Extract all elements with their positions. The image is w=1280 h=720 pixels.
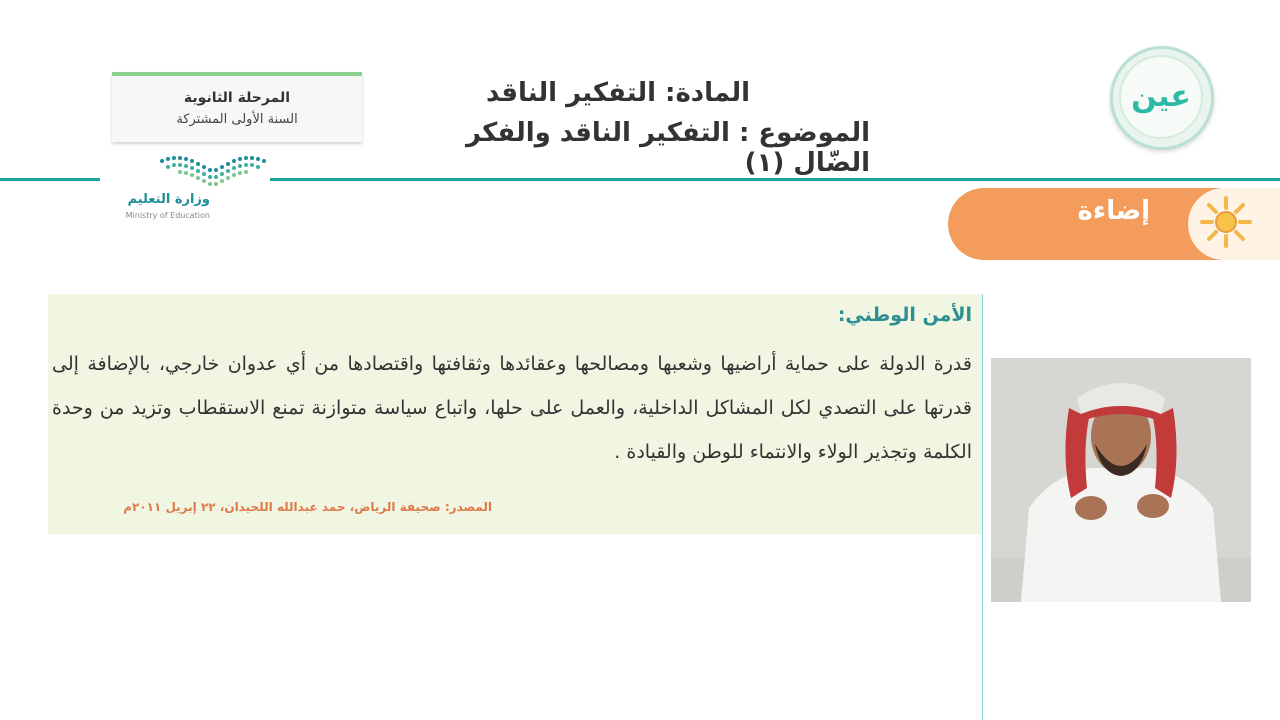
ministry-logo <box>110 150 280 230</box>
content-box <box>48 294 982 534</box>
presenter-video[interactable] <box>991 358 1251 602</box>
topic-title: الموضوع : التفكير الناقد والفكر الضّال (١) <box>465 118 870 178</box>
ein-logo <box>1110 46 1214 150</box>
box-body: قدرة الدولة على حماية أراضيها وشعبها ومصالحها وعقائدها وثقافتها واقتصادها من أي عدوان خارجي، بالإضافة إلى قدرتها على التصدي لكل المشاكل الداخلية، والعمل على حلها، واتباع سياسة متوازنة تمنع الاستقطاب وتزيد من وحدة الكلمة وتجذير الولاء والانتماء للوطن والقيادة . <box>52 353 972 463</box>
ministry-emblem-icon <box>158 155 270 187</box>
stage-subtitle: السنة الأولى المشتركة <box>176 112 298 127</box>
ein-logo-text: عين <box>1119 55 1203 139</box>
vertical-divider <box>982 294 983 720</box>
edaa-label: إضاءة <box>1077 196 1150 226</box>
box-source: المصدر: صحيفة الرياض، حمد عبدالله اللحيدان، ٢٢ إبريل ٢٠١١م <box>123 500 492 514</box>
box-heading: الأمن الوطني: <box>837 304 972 326</box>
stage-card <box>112 72 362 142</box>
subject-title: المادة: التفكير الناقد <box>485 78 750 108</box>
ministry-name-english: Ministry of Education <box>125 211 210 220</box>
sun-icon <box>1198 194 1254 250</box>
stage-title: المرحلة الثانوية <box>183 90 291 106</box>
presenter-figure <box>991 358 1251 602</box>
ministry-name-arabic: وزارة التعليم <box>127 192 210 207</box>
